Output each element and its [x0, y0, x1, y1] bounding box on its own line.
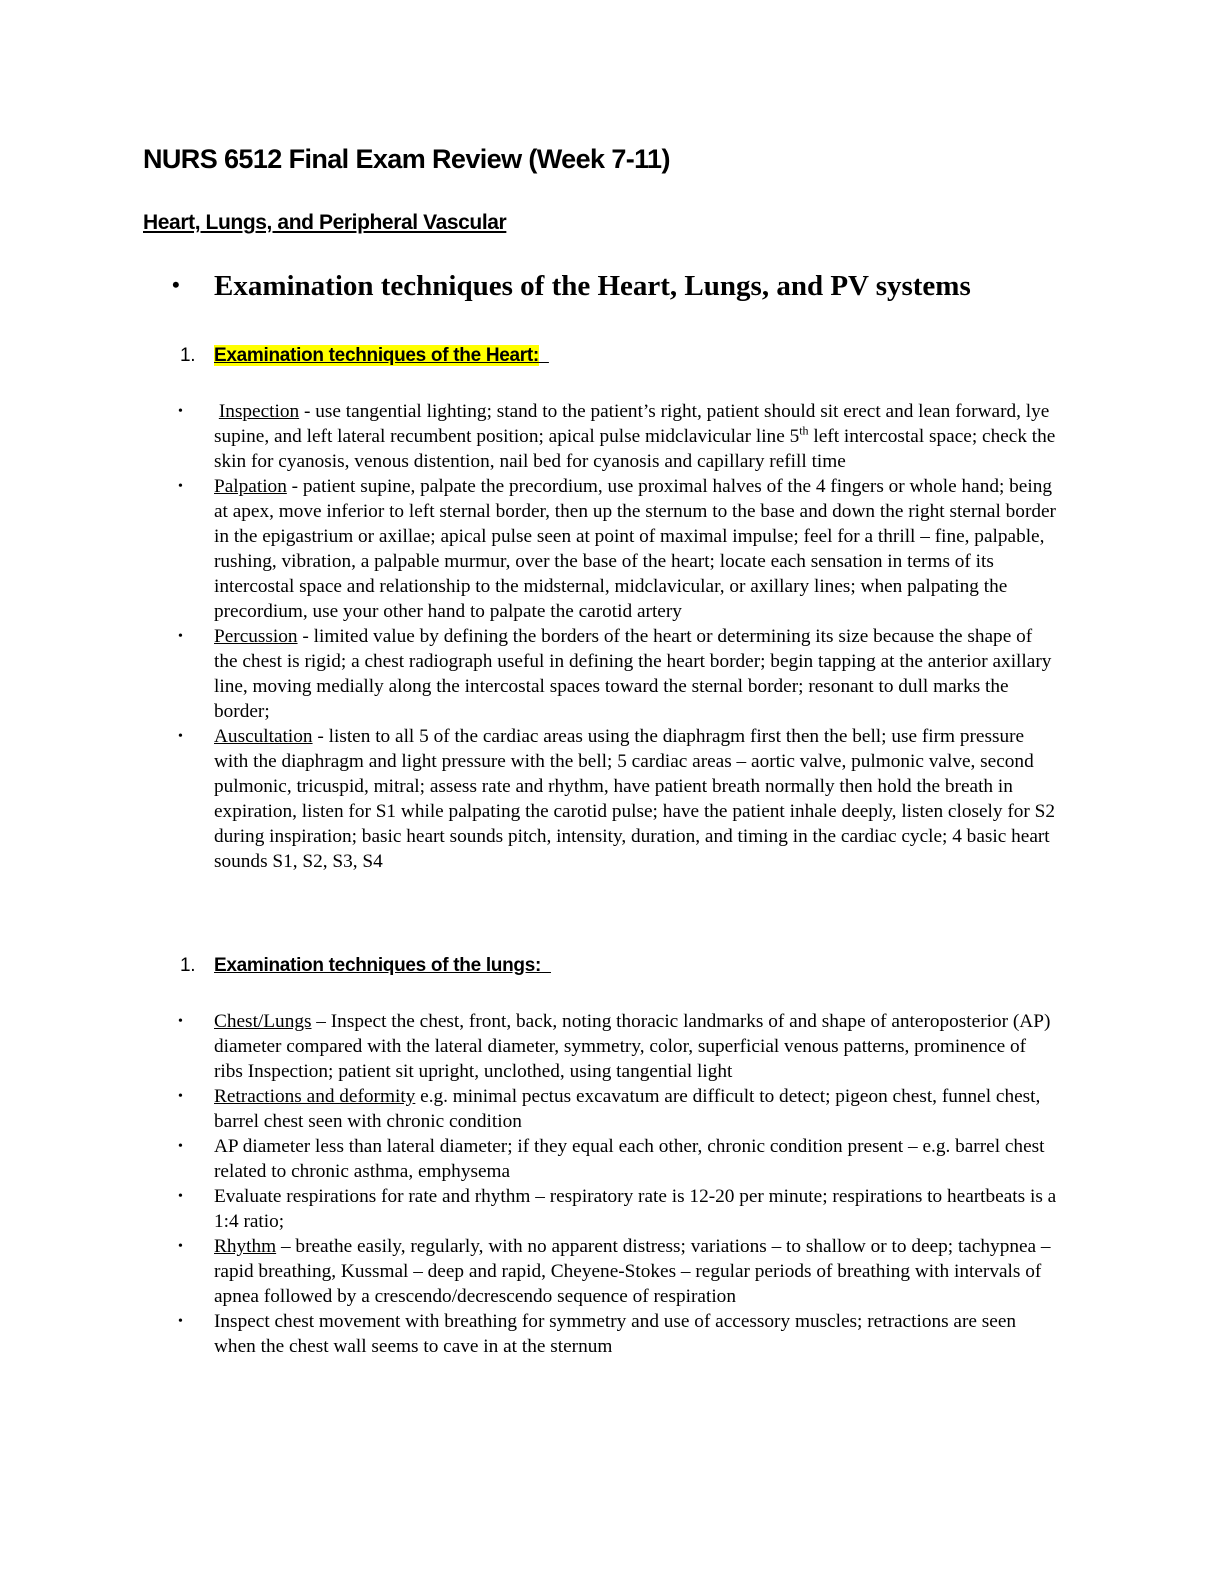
superscript: th — [799, 423, 809, 438]
bullet-icon: • — [178, 404, 183, 419]
section-heading-text — [214, 345, 549, 366]
item-text: AP diameter less than lateral diameter; if they equal each other, chronic condition present – e.g. barrel chest related to chronic asthma, emphysema — [214, 1136, 1045, 1182]
item-text: - limited value by defining the borders of the heart or determining its size because the shape of the chest is rigid; a chest radiograph useful in defining the heart border; begin tapping at the anterior axillary line, moving medially along the intercostal spaces toward the sternal border; resonant to dull marks the border; — [214, 626, 1052, 722]
bullet-icon: • — [178, 1239, 183, 1254]
term-chest-lungs: Chest/Lungs — [214, 1011, 312, 1032]
bullet-icon: • — [178, 1314, 183, 1329]
list-item-respirations — [178, 1184, 1058, 1234]
main-topic-bullet — [172, 270, 971, 303]
item-text: – breathe easily, regularly, with no apparent distress; variations – to shallow or to deep; tachypnea – rapid breathing, Kussmal – deep and rapid, Cheyene-Stokes – regular periods of breathing with intervals of apnea followed by a crescendo/decrescendo sequence of respiration — [214, 1236, 1051, 1307]
item-text: - patient supine, palpate the precordium, use proximal halves of the 4 fingers or whole hand; being at apex, move inferior to left sternal border, then up the sternum to the base and down the right sternal border in the epigastrium or axillae; apical pulse seen at point of maximal impulse; feel for a thrill – fine, palpable, rushing, vibration, a palpable murmur, over the base of the heart; locate each sensation in terms of its intercostal space and relationship to the midsternal, midclavicular, or axillary lines; when palpating the precordium, use your other hand to palpate the carotid artery — [214, 476, 1056, 622]
bullet-icon: • — [178, 1139, 183, 1154]
heading-colon: : — [532, 345, 539, 366]
list-item-percussion — [178, 624, 1058, 724]
list-item-inspection — [178, 399, 1058, 474]
list-item-retractions — [178, 1084, 1058, 1134]
bullet-icon: • — [178, 1189, 183, 1204]
section-heading-lungs — [180, 955, 551, 977]
bullet-icon: • — [178, 479, 183, 494]
list-item-rhythm — [178, 1234, 1058, 1309]
document-subtitle: Heart, Lungs, and Peripheral Vascular — [143, 211, 507, 234]
bullet-icon: • — [178, 629, 183, 644]
highlighted-heading: Examination techniques of the Heart — [214, 345, 533, 366]
document-title: NURS 6512 Final Exam Review (Week 7-11) — [143, 144, 670, 174]
list-item-auscultation — [178, 724, 1058, 874]
item-text: - use tangential lighting; stand to the patient’s right, patient should sit erect and lean forward, lye supine, and left lateral recumbent position; apical pulse midclavicular line 5 — [214, 401, 1050, 447]
term-palpation: Palpation — [214, 476, 287, 497]
list-item-chest-movement — [178, 1309, 1058, 1359]
term-retractions: Retractions and deformity — [214, 1086, 416, 1107]
term-percussion: Percussion — [214, 626, 298, 647]
section-number: 1. — [180, 955, 196, 976]
list-item-chest-lungs — [178, 1009, 1058, 1084]
lung-techniques-list — [178, 1009, 1058, 1359]
main-topic-text: Examination techniques of the Heart, Lungs, and PV systems — [214, 270, 971, 302]
item-text: Evaluate respirations for rate and rhythm – respiratory rate is 12-20 per minute; respirations to heartbeats is a 1:4 ratio; — [214, 1186, 1057, 1232]
bullet-icon: • — [178, 1089, 183, 1104]
item-text: Inspect chest movement with breathing for symmetry and use of accessory muscles; retractions are seen when the chest wall seems to cave in at the sternum — [214, 1311, 1017, 1357]
list-item-ap-diameter — [178, 1134, 1058, 1184]
heart-techniques-list — [178, 399, 1058, 874]
term-rhythm: Rhythm — [214, 1236, 277, 1257]
item-text: - listen to all 5 of the cardiac areas using the diaphragm first then the bell; use firm pressure with the diaphragm and light pressure with the bell; 5 cardiac areas – aortic valve, pulmonic valve, second pulmonic, tricuspid, mitral; assess rate and rhythm, have patient breath normally then hold the breath in expiration, listen for S1 while palpating the carotid pulse; have the patient inhale deeply, listen closely for S2 during inspiration; basic heart sounds pitch, intensity, duration, and timing in the cardiac cycle; 4 basic heart sounds S1, S2, S3, S4 — [214, 726, 1056, 872]
bullet-icon: • — [178, 1014, 183, 1029]
term-auscultation: Auscultation — [214, 726, 313, 747]
item-text-after: left intercostal space; check the skin for cyanosis, venous distention, nail bed for cyanosis and capillary refill time — [214, 426, 1056, 472]
item-text: – Inspect the chest, front, back, noting thoracic landmarks of and shape of anteroposterior (AP) diameter compared with the lateral diameter, symmetry, color, superficial venous patterns, prominence of ribs Inspection; patient sit upright, unclothed, using tangential light — [214, 1011, 1051, 1082]
section-number: 1. — [180, 345, 196, 366]
section-heading-text: Examination techniques of the lungs: — [214, 955, 542, 976]
term-inspection: Inspection — [218, 401, 300, 422]
section-heading-heart — [180, 345, 549, 367]
bullet-icon: • — [178, 729, 183, 744]
list-item-palpation — [178, 474, 1058, 624]
bullet-icon: • — [172, 272, 180, 297]
item-text: e.g. minimal pectus excavatum are difficult to detect; pigeon chest, funnel chest, barrel chest seen with chronic condition — [214, 1086, 1041, 1132]
